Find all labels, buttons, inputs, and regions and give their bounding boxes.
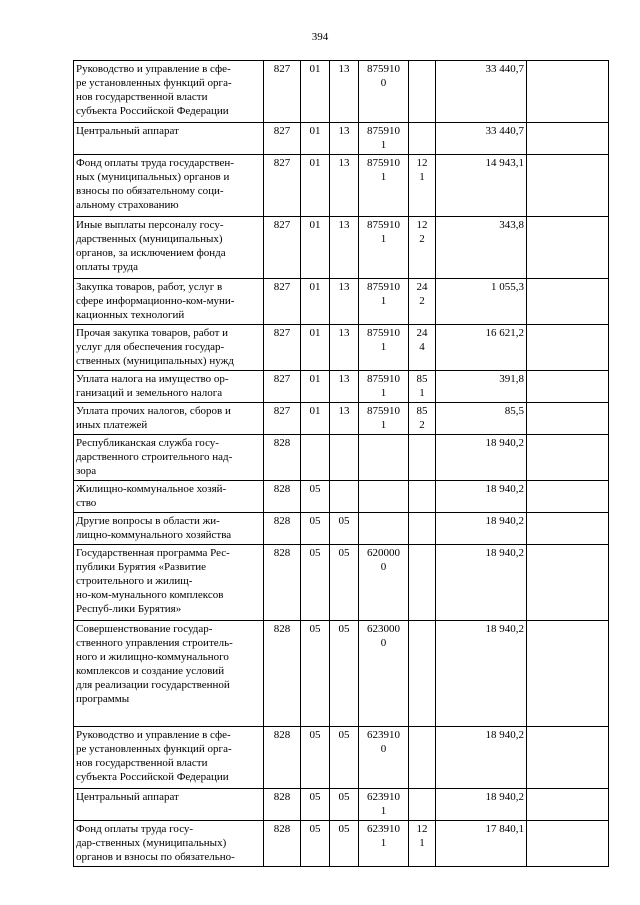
row-amount: 18 940,2 <box>436 513 527 545</box>
row-empty-cell <box>527 435 609 481</box>
table-row <box>74 123 609 155</box>
row-empty-cell <box>527 727 609 789</box>
row-section-code: 05 <box>301 621 330 727</box>
row-name: Уплата прочих налогов, сборов и иных платежей <box>74 403 264 435</box>
row-name: Совершенствование государ- ственного управления строитель- ного и жилищно-коммунального комплексов и создание условий для реализации государственной программы <box>74 621 264 727</box>
row-amount: 391,8 <box>436 371 527 403</box>
row-ministry-code: 828 <box>264 545 301 621</box>
row-subsection-code: 05 <box>330 513 359 545</box>
row-target-code: 623910 0 <box>359 727 409 789</box>
row-empty-cell <box>527 217 609 279</box>
row-subsection-code: 05 <box>330 727 359 789</box>
row-amount: 18 940,2 <box>436 545 527 621</box>
row-amount: 18 940,2 <box>436 789 527 821</box>
row-expense-type-code: 12 1 <box>409 155 436 217</box>
row-name: Государственная программа Рес- публики Бурятия «Развитие строительного и жилищ- но-ком-мунального комплексов Респуб-лики Бурятия» <box>74 545 264 621</box>
row-empty-cell <box>527 61 609 123</box>
table-row <box>74 481 609 513</box>
row-expense-type-code <box>409 435 436 481</box>
row-empty-cell <box>527 821 609 867</box>
row-expense-type-code <box>409 621 436 727</box>
row-subsection-code: 05 <box>330 621 359 727</box>
budget-table <box>73 60 609 867</box>
row-subsection-code <box>330 435 359 481</box>
row-empty-cell <box>527 481 609 513</box>
row-target-code: 875910 1 <box>359 325 409 371</box>
row-amount: 1 055,3 <box>436 279 527 325</box>
row-target-code <box>359 435 409 481</box>
row-target-code: 875910 1 <box>359 279 409 325</box>
row-ministry-code: 827 <box>264 403 301 435</box>
row-subsection-code: 13 <box>330 279 359 325</box>
row-expense-type-code <box>409 513 436 545</box>
row-expense-type-code: 24 2 <box>409 279 436 325</box>
row-name: Фонд оплаты труда госу- дар-ственных (муниципальных) органов и взносы по обязательно- <box>74 821 264 867</box>
row-section-code: 01 <box>301 61 330 123</box>
row-ministry-code: 827 <box>264 61 301 123</box>
table-row <box>74 435 609 481</box>
row-expense-type-code <box>409 61 436 123</box>
row-name: Руководство и управление в сфе- ре установленных функций орга- нов государственной власти субъекта Российской Федерации <box>74 61 264 123</box>
row-amount: 18 940,2 <box>436 621 527 727</box>
row-subsection-code: 13 <box>330 403 359 435</box>
row-section-code: 01 <box>301 217 330 279</box>
table-row <box>74 325 609 371</box>
row-target-code: 875910 0 <box>359 61 409 123</box>
row-empty-cell <box>527 155 609 217</box>
row-expense-type-code <box>409 123 436 155</box>
row-ministry-code: 827 <box>264 123 301 155</box>
table-row <box>74 371 609 403</box>
row-empty-cell <box>527 371 609 403</box>
row-subsection-code: 13 <box>330 325 359 371</box>
row-target-code <box>359 481 409 513</box>
row-expense-type-code <box>409 545 436 621</box>
row-expense-type-code: 12 2 <box>409 217 436 279</box>
row-empty-cell <box>527 621 609 727</box>
row-ministry-code: 828 <box>264 727 301 789</box>
row-amount: 16 621,2 <box>436 325 527 371</box>
table-row <box>74 789 609 821</box>
row-amount: 18 940,2 <box>436 481 527 513</box>
row-name: Республиканская служба госу- дарственного строительного над- зора <box>74 435 264 481</box>
row-name: Уплата налога на имущество ор- ганизаций и земельного налога <box>74 371 264 403</box>
row-amount: 17 840,1 <box>436 821 527 867</box>
row-ministry-code: 827 <box>264 155 301 217</box>
row-ministry-code: 827 <box>264 325 301 371</box>
row-ministry-code: 828 <box>264 481 301 513</box>
row-ministry-code: 827 <box>264 217 301 279</box>
row-ministry-code: 827 <box>264 371 301 403</box>
row-section-code: 05 <box>301 821 330 867</box>
table-row <box>74 621 609 727</box>
row-subsection-code: 05 <box>330 789 359 821</box>
row-section-code: 05 <box>301 727 330 789</box>
row-subsection-code: 13 <box>330 123 359 155</box>
row-empty-cell <box>527 545 609 621</box>
row-empty-cell <box>527 789 609 821</box>
row-ministry-code: 828 <box>264 513 301 545</box>
row-amount: 18 940,2 <box>436 435 527 481</box>
row-target-code <box>359 513 409 545</box>
row-empty-cell <box>527 279 609 325</box>
table-row <box>74 821 609 867</box>
row-name: Прочая закупка товаров, работ и услуг для обеспечения государ- ственных (муниципальных) нужд <box>74 325 264 371</box>
table-row <box>74 61 609 123</box>
row-subsection-code <box>330 481 359 513</box>
row-name: Жилищно-коммунальное хозяй- ство <box>74 481 264 513</box>
row-name: Закупка товаров, работ, услуг в сфере информационно-ком-муни- кационных технологий <box>74 279 264 325</box>
row-expense-type-code: 12 1 <box>409 821 436 867</box>
row-amount: 85,5 <box>436 403 527 435</box>
table-row <box>74 279 609 325</box>
row-target-code: 623000 0 <box>359 621 409 727</box>
table-row <box>74 217 609 279</box>
row-empty-cell <box>527 123 609 155</box>
row-name: Центральный аппарат <box>74 123 264 155</box>
row-ministry-code: 828 <box>264 621 301 727</box>
row-amount: 33 440,7 <box>436 61 527 123</box>
row-section-code: 01 <box>301 325 330 371</box>
row-ministry-code: 828 <box>264 789 301 821</box>
row-section-code: 01 <box>301 279 330 325</box>
row-expense-type-code: 85 2 <box>409 403 436 435</box>
table-row <box>74 155 609 217</box>
row-target-code: 623910 1 <box>359 821 409 867</box>
row-subsection-code: 13 <box>330 155 359 217</box>
row-name: Руководство и управление в сфе- ре установленных функций орга- нов государственной власти субъекта Российской Федерации <box>74 727 264 789</box>
row-section-code: 01 <box>301 155 330 217</box>
row-amount: 18 940,2 <box>436 727 527 789</box>
row-expense-type-code <box>409 789 436 821</box>
row-target-code: 875910 1 <box>359 371 409 403</box>
row-ministry-code: 828 <box>264 821 301 867</box>
row-expense-type-code: 24 4 <box>409 325 436 371</box>
row-name: Иные выплаты персоналу госу- дарственных (муниципальных) органов, за исключением фонда оплаты труда <box>74 217 264 279</box>
row-empty-cell <box>527 403 609 435</box>
row-section-code: 05 <box>301 513 330 545</box>
table-row <box>74 403 609 435</box>
row-section-code: 01 <box>301 371 330 403</box>
table-row <box>74 545 609 621</box>
row-amount: 343,8 <box>436 217 527 279</box>
row-expense-type-code: 85 1 <box>409 371 436 403</box>
row-name: Другие вопросы в области жи- лищно-коммунального хозяйства <box>74 513 264 545</box>
row-subsection-code: 13 <box>330 371 359 403</box>
row-target-code: 875910 1 <box>359 403 409 435</box>
row-ministry-code: 827 <box>264 279 301 325</box>
row-target-code: 623910 1 <box>359 789 409 821</box>
row-subsection-code: 05 <box>330 545 359 621</box>
row-subsection-code: 05 <box>330 821 359 867</box>
row-ministry-code: 828 <box>264 435 301 481</box>
row-target-code: 620000 0 <box>359 545 409 621</box>
row-target-code: 875910 1 <box>359 155 409 217</box>
row-section-code <box>301 435 330 481</box>
row-amount: 14 943,1 <box>436 155 527 217</box>
table-row <box>74 727 609 789</box>
row-amount: 33 440,7 <box>436 123 527 155</box>
page-number: 394 <box>311 31 329 43</box>
row-section-code: 01 <box>301 123 330 155</box>
row-section-code: 01 <box>301 403 330 435</box>
row-name: Фонд оплаты труда государствен- ных (муниципальных) органов и взносы по обязательному соци- альному страхованию <box>74 155 264 217</box>
row-expense-type-code <box>409 481 436 513</box>
row-expense-type-code <box>409 727 436 789</box>
row-subsection-code: 13 <box>330 217 359 279</box>
row-subsection-code: 13 <box>330 61 359 123</box>
row-section-code: 05 <box>301 545 330 621</box>
row-name: Центральный аппарат <box>74 789 264 821</box>
table-row <box>74 513 609 545</box>
row-target-code: 875910 1 <box>359 123 409 155</box>
row-empty-cell <box>527 325 609 371</box>
row-target-code: 875910 1 <box>359 217 409 279</box>
row-empty-cell <box>527 513 609 545</box>
row-section-code: 05 <box>301 789 330 821</box>
row-section-code: 05 <box>301 481 330 513</box>
